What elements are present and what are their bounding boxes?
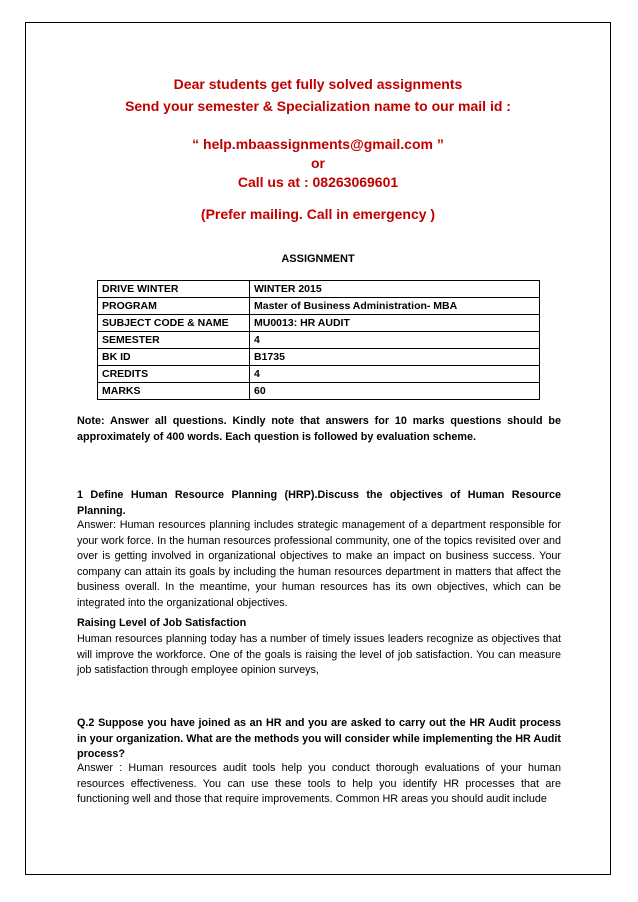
table-row xyxy=(98,366,540,383)
note-text: Note: Answer all questions. Kindly note that answers for 10 marks questions should be approximately of 400 words. Each question is followed by evaluation scheme. xyxy=(77,415,561,443)
header-email: “ help.mbaassignments@gmail.com ” xyxy=(192,136,444,152)
header-prefer: (Prefer mailing. Call in emergency ) xyxy=(200,206,436,222)
table-key: BK ID xyxy=(98,349,250,366)
table-value: B1735 xyxy=(250,349,540,366)
table-key: CREDITS xyxy=(98,366,250,383)
table-key: PROGRAM xyxy=(98,298,250,315)
table-row xyxy=(98,349,540,366)
table-value: 4 xyxy=(250,332,540,349)
header-call: Call us at : 08263069601 xyxy=(237,174,399,190)
table-row xyxy=(98,315,540,332)
table-key: MARKS xyxy=(98,383,250,400)
table-value: WINTER 2015 xyxy=(250,281,540,298)
table-key: SEMESTER xyxy=(98,332,250,349)
table-key: DRIVE WINTER xyxy=(98,281,250,298)
header-or: or xyxy=(311,155,325,171)
question-2: Q.2 Suppose you have joined as an HR and you are asked to carry out the HR Audit process in your organization. What are the methods you will consider while implementing the HR Audit process? xyxy=(77,717,561,761)
info-table xyxy=(97,280,540,400)
assignment-title: ASSIGNMENT xyxy=(281,253,355,265)
table-value: 60 xyxy=(250,383,540,400)
header-line-1: Dear students get fully solved assignments xyxy=(173,76,463,92)
header-line-2: Send your semester & Specialization name to our mail id : xyxy=(125,98,511,114)
answer-1: Answer: Human resources planning includes strategic management of a department responsible for your work force. In the human resources professional community, one of the topics revisited over and over is getting involved in organizational objectives to make an impact on business success. Your company can attain its goals by including the human resources department in matters that affect the business overall. In the meantime, your human resources has its own objectives, which can be integrated into the organizational objectives. xyxy=(77,519,561,609)
table-value: Master of Business Administration- MBA xyxy=(250,298,540,315)
table-value: MU0013: HR AUDIT xyxy=(250,315,540,332)
table-value: 4 xyxy=(250,366,540,383)
answer-2: Answer : Human resources audit tools help you conduct thorough evaluations of your human resources effectiveness. You can use these tools to help you identify HR processes that are functioning well and those that require improvements. Common HR areas you should audit include xyxy=(77,762,561,806)
answer-1-continued: Human resources planning today has a number of timely issues leaders recognize as objectives that will improve the workforce. One of the goals is raising the level of job satisfaction. You can measure job satisfaction through employee opinion surveys, xyxy=(77,633,561,677)
table-row xyxy=(98,383,540,400)
table-row xyxy=(98,298,540,315)
table-row xyxy=(98,281,540,298)
subheading-job-satisfaction: Raising Level of Job Satisfaction xyxy=(77,617,247,629)
table-row xyxy=(98,332,540,349)
table-key: SUBJECT CODE & NAME xyxy=(98,315,250,332)
question-1: 1 Define Human Resource Planning (HRP).Discuss the objectives of Human Resource Planning. xyxy=(77,489,561,517)
